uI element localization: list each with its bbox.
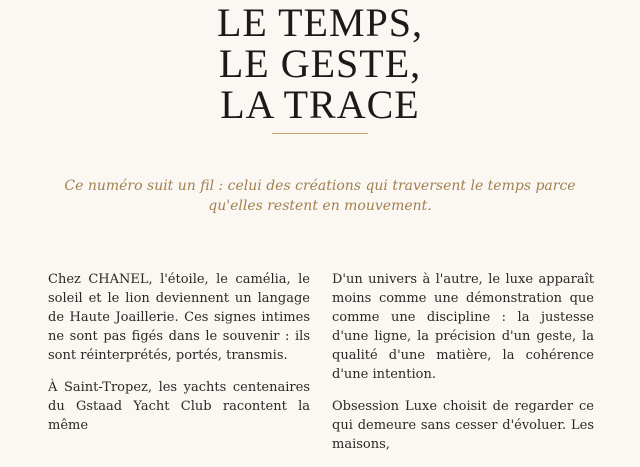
paragraph-obsession-luxe: Obsession Luxe choisit de regarder ce qui demeure sans cesser d'évoluer. Les maisons, (332, 399, 594, 452)
body-column-right (332, 270, 594, 467)
title-line-1: LE TEMPS, (216, 0, 424, 45)
title-line-3: LA TRACE (220, 82, 420, 127)
paragraph-luxe-discipline: D'un univers à l'autre, le luxe apparaît moins comme une démonstration que comme une discipline : la justesse d'une ligne, la précision d'un geste, la qualité d'une matière, la cohérence d'une intention. (332, 272, 594, 382)
article-title (0, 2, 640, 125)
title-line-2: LE GESTE, (218, 41, 422, 86)
paragraph-chanel: Chez CHANEL, l'étoile, le camélia, le soleil et le lion deviennent un langage de Haute Joaillerie. Ces signes intimes ne sont pas figés dans le souvenir : ils sont réinterprétés, portés, transmis. (48, 272, 310, 363)
body-column-left (48, 270, 310, 448)
title-divider (272, 133, 368, 134)
paragraph-saint-tropez: À Saint-Tropez, les yachts centenaires du Gstaad Yacht Club racontent la même (48, 380, 310, 433)
standfirst: Ce numéro suit un fil : celui des créations qui traversent le temps parce qu'elles restent en mouvement. (64, 178, 576, 214)
